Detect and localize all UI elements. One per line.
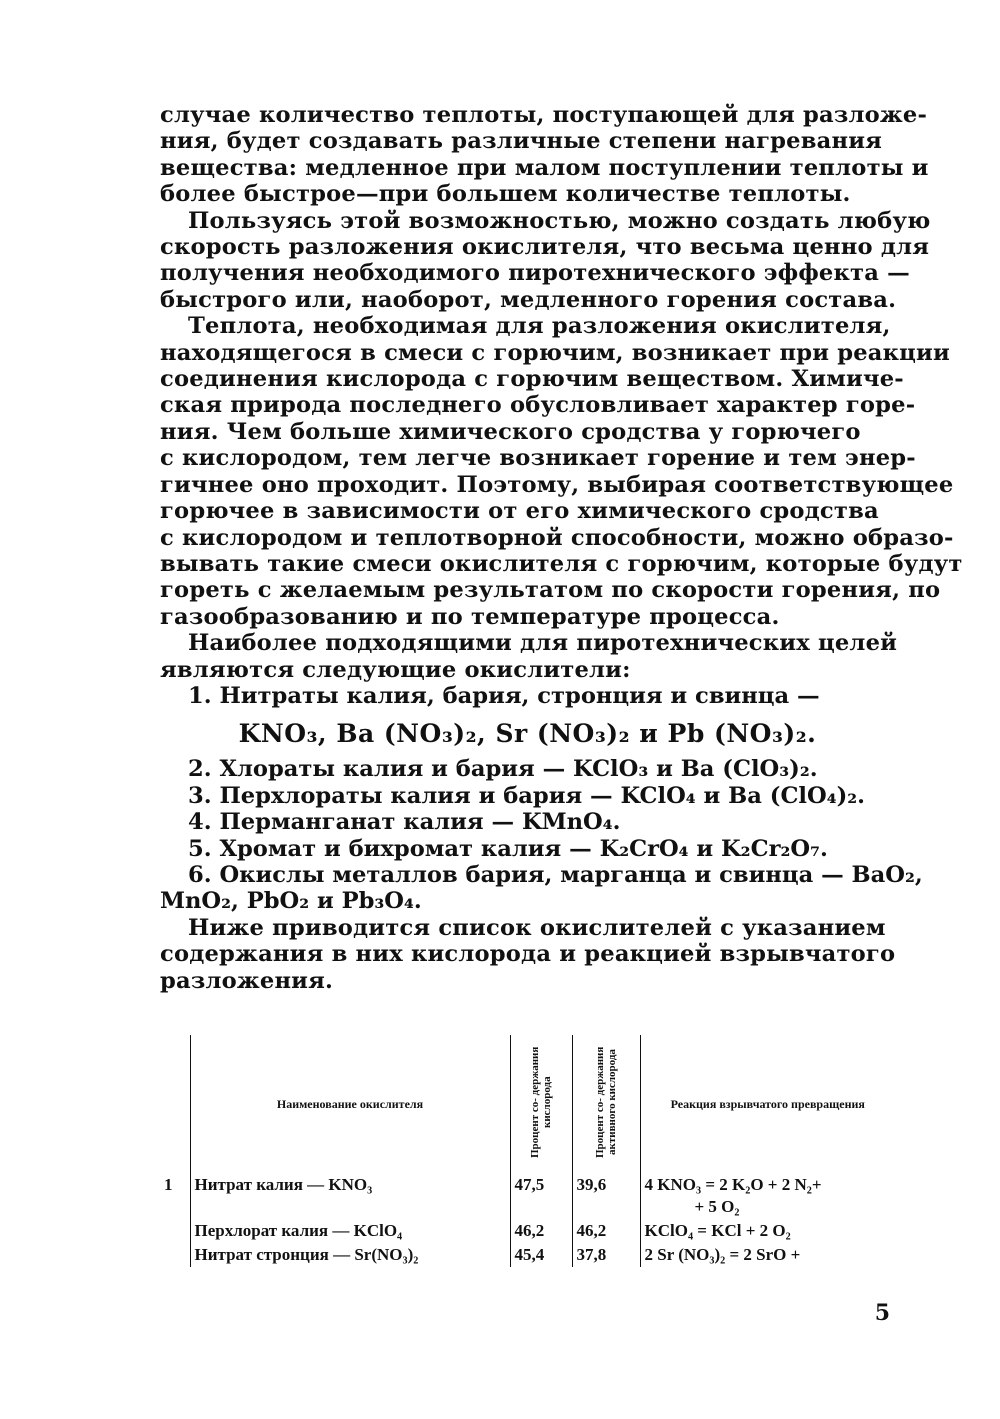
text-line: с кислородом, тем легче возникает горение и тем энер- xyxy=(160,445,916,472)
paragraph-4 xyxy=(160,630,898,683)
text-line: случае количество теплоты, поступающей для разложе- xyxy=(160,102,928,128)
text-line: разложения. xyxy=(160,967,334,994)
reaction-line-continued: + 5 O₂ xyxy=(694,1197,740,1216)
table-row xyxy=(160,1243,895,1267)
oxidizer-name: Перхлорат калия — KClO₄ xyxy=(190,1219,510,1243)
row-number xyxy=(160,1243,190,1267)
text-line: ния. Чем больше химического сродства у горючего xyxy=(160,418,861,445)
text-line: соединения кислорода с горючим веществом. Химиче- xyxy=(160,366,904,393)
text-line: получения необходимого пиротехнического эффекта — xyxy=(160,260,910,287)
oxidizer-name: Нитрат калия — KNO₃ xyxy=(190,1173,510,1219)
text-line: являются следующие окислители: xyxy=(160,656,631,683)
header-oxygen-pct-label: Процент со- держания кислорода xyxy=(529,1046,553,1158)
header-oxygen-pct xyxy=(510,1035,572,1173)
text-line: ская природа последнего обусловливает характер горе- xyxy=(160,392,916,419)
list-item: 5. Хромат и бихромат калия — K₂CrO₄ и K₂Cr₂O₇. xyxy=(188,835,828,862)
text-line: Теплота, необходимая для разложения окислителя, xyxy=(188,313,891,340)
reaction xyxy=(640,1173,895,1219)
text-line: гореть с желаемым результатом по скорости горения, по xyxy=(160,577,941,604)
oxidizer-name: Нитрат стронция — Sr(NO₃)₂ xyxy=(190,1243,510,1267)
header-number xyxy=(160,1035,190,1173)
active-oxygen-value: 46,2 xyxy=(572,1219,640,1243)
text-line: ния, будет создавать различные степени нагревания xyxy=(160,128,883,155)
header-name: Наименование окислителя xyxy=(190,1035,510,1173)
list-item: 2. Хлораты калия и бария — KClO₃ и Ba (ClO₃)₂. xyxy=(188,756,818,783)
oxygen-value: 46,2 xyxy=(510,1219,572,1243)
text-line: газообразованию и по температуре процесса. xyxy=(160,603,780,630)
text-line: скорость разложения окислителя, что весьма ценно для xyxy=(160,234,930,261)
list-item: 1. Нитраты калия, бария, стронция и свинца — xyxy=(188,682,820,709)
text-line: вывать такие смеси окислителя с горючим, которые будут xyxy=(160,550,963,577)
text-line: более быстрое—при большем количестве теплоты. xyxy=(160,181,851,208)
text-line: быстрого или, наоборот, медленного горения состава. xyxy=(160,286,897,313)
text-line: Ниже приводится список окислителей с указанием xyxy=(188,914,886,941)
active-oxygen-value: 37,8 xyxy=(572,1243,640,1267)
oxygen-value: 45,4 xyxy=(510,1243,572,1267)
text-line: вещества: медленное при малом поступлении теплоты и xyxy=(160,154,929,181)
row-number xyxy=(160,1219,190,1243)
text-line: горючее в зависимости от его химического сродства xyxy=(160,498,879,525)
reaction-line: 4 KNO₃ = 2 K₂O + 2 N₂+ xyxy=(644,1175,822,1194)
oxidizer-list-continued xyxy=(160,756,923,915)
paragraph-1 xyxy=(160,102,929,208)
active-oxygen-value: 39,6 xyxy=(572,1173,640,1219)
text-line: находящегося в смеси с горючим, возникает при реакции xyxy=(160,339,950,366)
list-item-continuation: MnO₂, PbO₂ и Pb₃O₄. xyxy=(160,888,422,915)
oxygen-value: 47,5 xyxy=(510,1173,572,1219)
list-item: 3. Перхлораты калия и бария — KClO₄ и Ba (ClO₄)₂. xyxy=(188,782,866,809)
text-line: гичнее оно проходит. Поэтому, выбирая соответствующее xyxy=(160,471,954,498)
row-number: 1 xyxy=(164,1175,173,1194)
reaction: 2 Sr (NO₃)₂ = 2 SrO + xyxy=(640,1243,895,1267)
oxidizer-table xyxy=(160,1035,895,1267)
paragraph-3 xyxy=(160,313,963,630)
text-line: Пользуясь этой возможностью, можно создать любую xyxy=(188,207,931,234)
header-reaction: Реакция взрывчатого превращения xyxy=(640,1035,895,1173)
text-line: Наиболее подходящими для пиротехнических целей xyxy=(188,630,898,657)
table-row xyxy=(160,1219,895,1243)
header-active-pct xyxy=(572,1035,640,1173)
page-text xyxy=(160,102,963,994)
formula-nitrates: KNO₃, Ba (NO₃)₂, Sr (NO₃)₂ и Pb (NO₃)₂. xyxy=(238,719,817,749)
list-item: 4. Перманганат калия — KMnO₄. xyxy=(188,809,621,836)
table-row xyxy=(160,1173,895,1219)
text-line: с кислородом и теплотворной способности, можно образо- xyxy=(160,524,954,551)
header-active-pct-label: Процент со- держания активного кислорода xyxy=(594,1046,618,1158)
page-number: 5 xyxy=(874,1300,890,1326)
paragraph-closing xyxy=(160,915,895,994)
paragraph-2 xyxy=(160,207,931,314)
text-line: содержания в них кислорода и реакцией взрывчатого xyxy=(160,941,896,968)
reaction: KClO₄ = KCl + 2 O₂ xyxy=(640,1219,895,1243)
list-item: 6. Окислы металлов бария, марганца и свинца — BaO₂, xyxy=(188,861,923,888)
oxidizer-list xyxy=(160,683,895,709)
